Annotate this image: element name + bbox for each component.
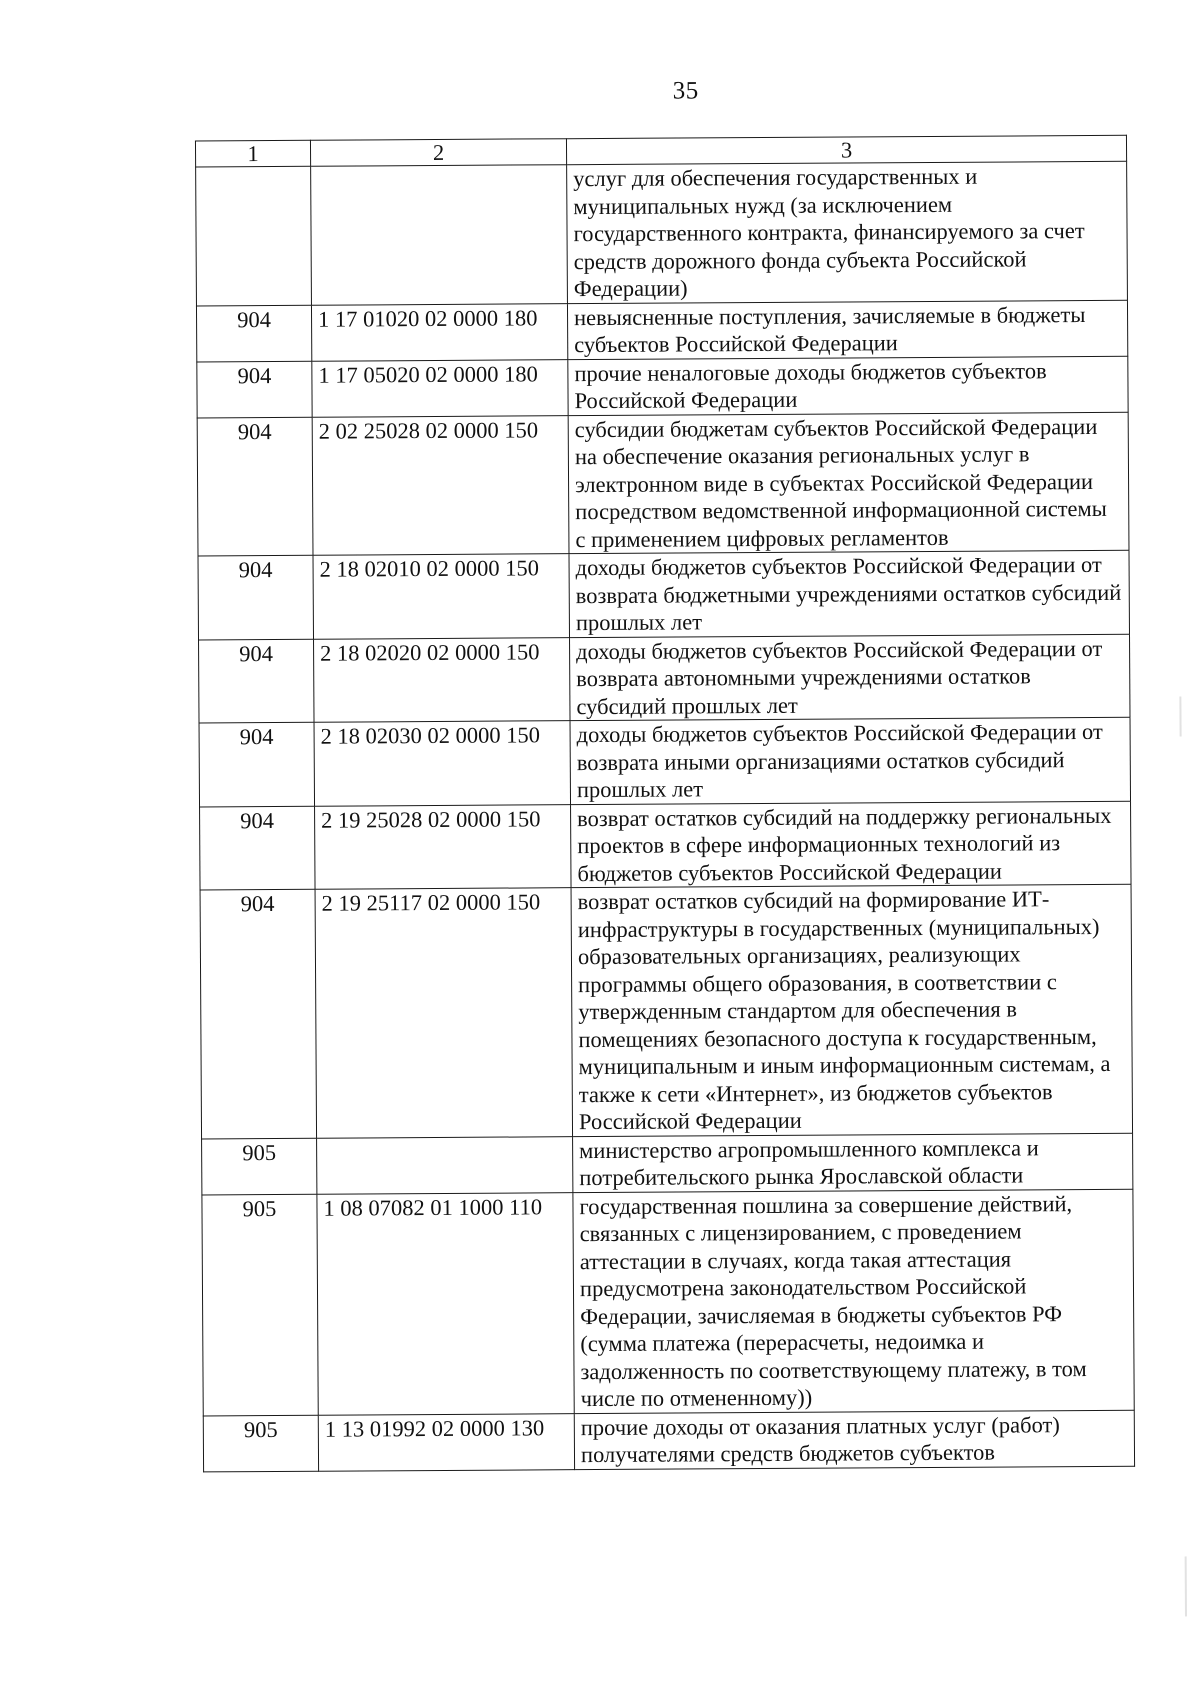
- column-header-admin: 1: [195, 140, 310, 167]
- admin-code-cell: 904: [197, 417, 313, 556]
- revenue-code-cell: 2 19 25028 02 0000 150: [315, 804, 572, 889]
- table-row: [202, 1189, 1134, 1416]
- description-cell: доходы бюджетов субъектов Российской Федерации от возврата бюджетными учреждениями остатков субсидий прошлых лет: [569, 550, 1129, 637]
- description-cell: доходы бюджетов субъектов Российской Федерации от возврата иными организациями остатков субсидий прошлых лет: [570, 717, 1130, 804]
- column-header-description: 3: [566, 135, 1126, 164]
- table-row: [199, 634, 1130, 723]
- revenue-code-cell: [317, 1136, 573, 1194]
- page-number: 35: [672, 77, 699, 105]
- admin-code-cell: 904: [199, 639, 315, 723]
- revenue-code-cell: 1 17 05020 02 0000 180: [312, 359, 568, 417]
- admin-code-cell: 904: [196, 305, 311, 362]
- table-row: [197, 356, 1128, 418]
- scan-margin-mark: [1179, 696, 1181, 736]
- table-row: [197, 412, 1129, 556]
- description-cell: прочие неналоговые доходы бюджетов субъектов Российской Федерации: [568, 356, 1128, 415]
- description-cell: субсидии бюджетам субъектов Российской Федерации на обеспечение оказания региональных услуг в электронном виде в субъектах Российской Федерации посредством ведомственной информационной системы с применением цифровых регламентов: [568, 412, 1129, 554]
- table-row: [199, 717, 1130, 806]
- admin-code-cell: 904: [200, 889, 317, 1138]
- description-cell: возврат остатков субсидий на поддержку региональных проектов в сфере информационных технологий из бюджетов субъектов Российской Федерации: [571, 801, 1131, 888]
- revenue-code-cell: 2 18 02030 02 0000 150: [314, 721, 571, 806]
- description-cell: доходы бюджетов субъектов Российской Федерации от возврата автономными учреждениями остатков субсидий прошлых лет: [570, 634, 1130, 721]
- admin-code-cell: [196, 166, 312, 305]
- admin-code-cell: 904: [200, 806, 316, 890]
- table-row: [198, 550, 1129, 639]
- revenue-code-cell: 2 02 25028 02 0000 150: [312, 415, 569, 555]
- description-cell: невыясненные поступления, зачисляемые в бюджеты субъектов Российской Федерации: [567, 300, 1127, 359]
- table-row: [200, 884, 1133, 1138]
- scan-margin-mark: [1185, 1556, 1187, 1616]
- budget-revenue-table: [195, 135, 1135, 1472]
- description-cell: министерство агропромышленного комплекса и потребительского рынка Ярославской области: [573, 1133, 1133, 1192]
- revenue-code-cell: [311, 165, 568, 305]
- admin-code-cell: 904: [198, 555, 314, 639]
- revenue-code-cell: 1 17 01020 02 0000 180: [311, 303, 567, 361]
- table-row: [202, 1133, 1133, 1195]
- description-cell: прочие доходы от оказания платных услуг (работ) получателями средств бюджетов субъектов: [574, 1410, 1134, 1469]
- admin-code-cell: 905: [202, 1194, 318, 1416]
- admin-code-cell: 904: [199, 722, 315, 806]
- description-cell: услуг для обеспечения государственных и муниципальных нужд (за исключением государственного контракта, финансируемого за счет средств дорожного фонда субъекта Российской Федерации): [567, 161, 1128, 303]
- table-row: [196, 161, 1128, 305]
- revenue-code-cell: 1 13 01992 02 0000 130: [318, 1413, 574, 1471]
- description-cell: возврат остатков субсидий на формирование ИТ-инфраструктуры в государственных (муниципальных) образовательных организациях, реализующих программы общего образования, в соответствии с утвержденным стандартом для обеспечения в помещениях безопасного доступа к государственным, муниципальным и иным информационным системам, а также к сети «Интернет», из бюджетов субъектов Российской Федерации: [571, 884, 1133, 1136]
- table-row: [203, 1410, 1134, 1472]
- admin-code-cell: 905: [203, 1415, 318, 1472]
- revenue-code-cell: 2 18 02020 02 0000 150: [314, 637, 571, 722]
- revenue-code-cell: 1 08 07082 01 1000 110: [317, 1192, 574, 1415]
- revenue-code-cell: 2 19 25117 02 0000 150: [315, 888, 573, 1138]
- table-row: [196, 300, 1127, 362]
- admin-code-cell: 905: [202, 1138, 317, 1195]
- revenue-code-cell: 2 18 02010 02 0000 150: [313, 554, 570, 639]
- table-row: [200, 801, 1131, 890]
- description-cell: государственная пошлина за совершение действий, связанных с лицензированием, с проведением аттестации в случаях, когда такая аттестация предусмотрена законодательством Российской Федерации, зачисляемая в бюджеты субъектов РФ (сумма платежа (перерасчеты, недоимка и задолженность по соответствующему платежу, в том числе по отмененному)): [573, 1189, 1134, 1413]
- column-header-code: 2: [310, 139, 566, 167]
- admin-code-cell: 904: [197, 361, 312, 418]
